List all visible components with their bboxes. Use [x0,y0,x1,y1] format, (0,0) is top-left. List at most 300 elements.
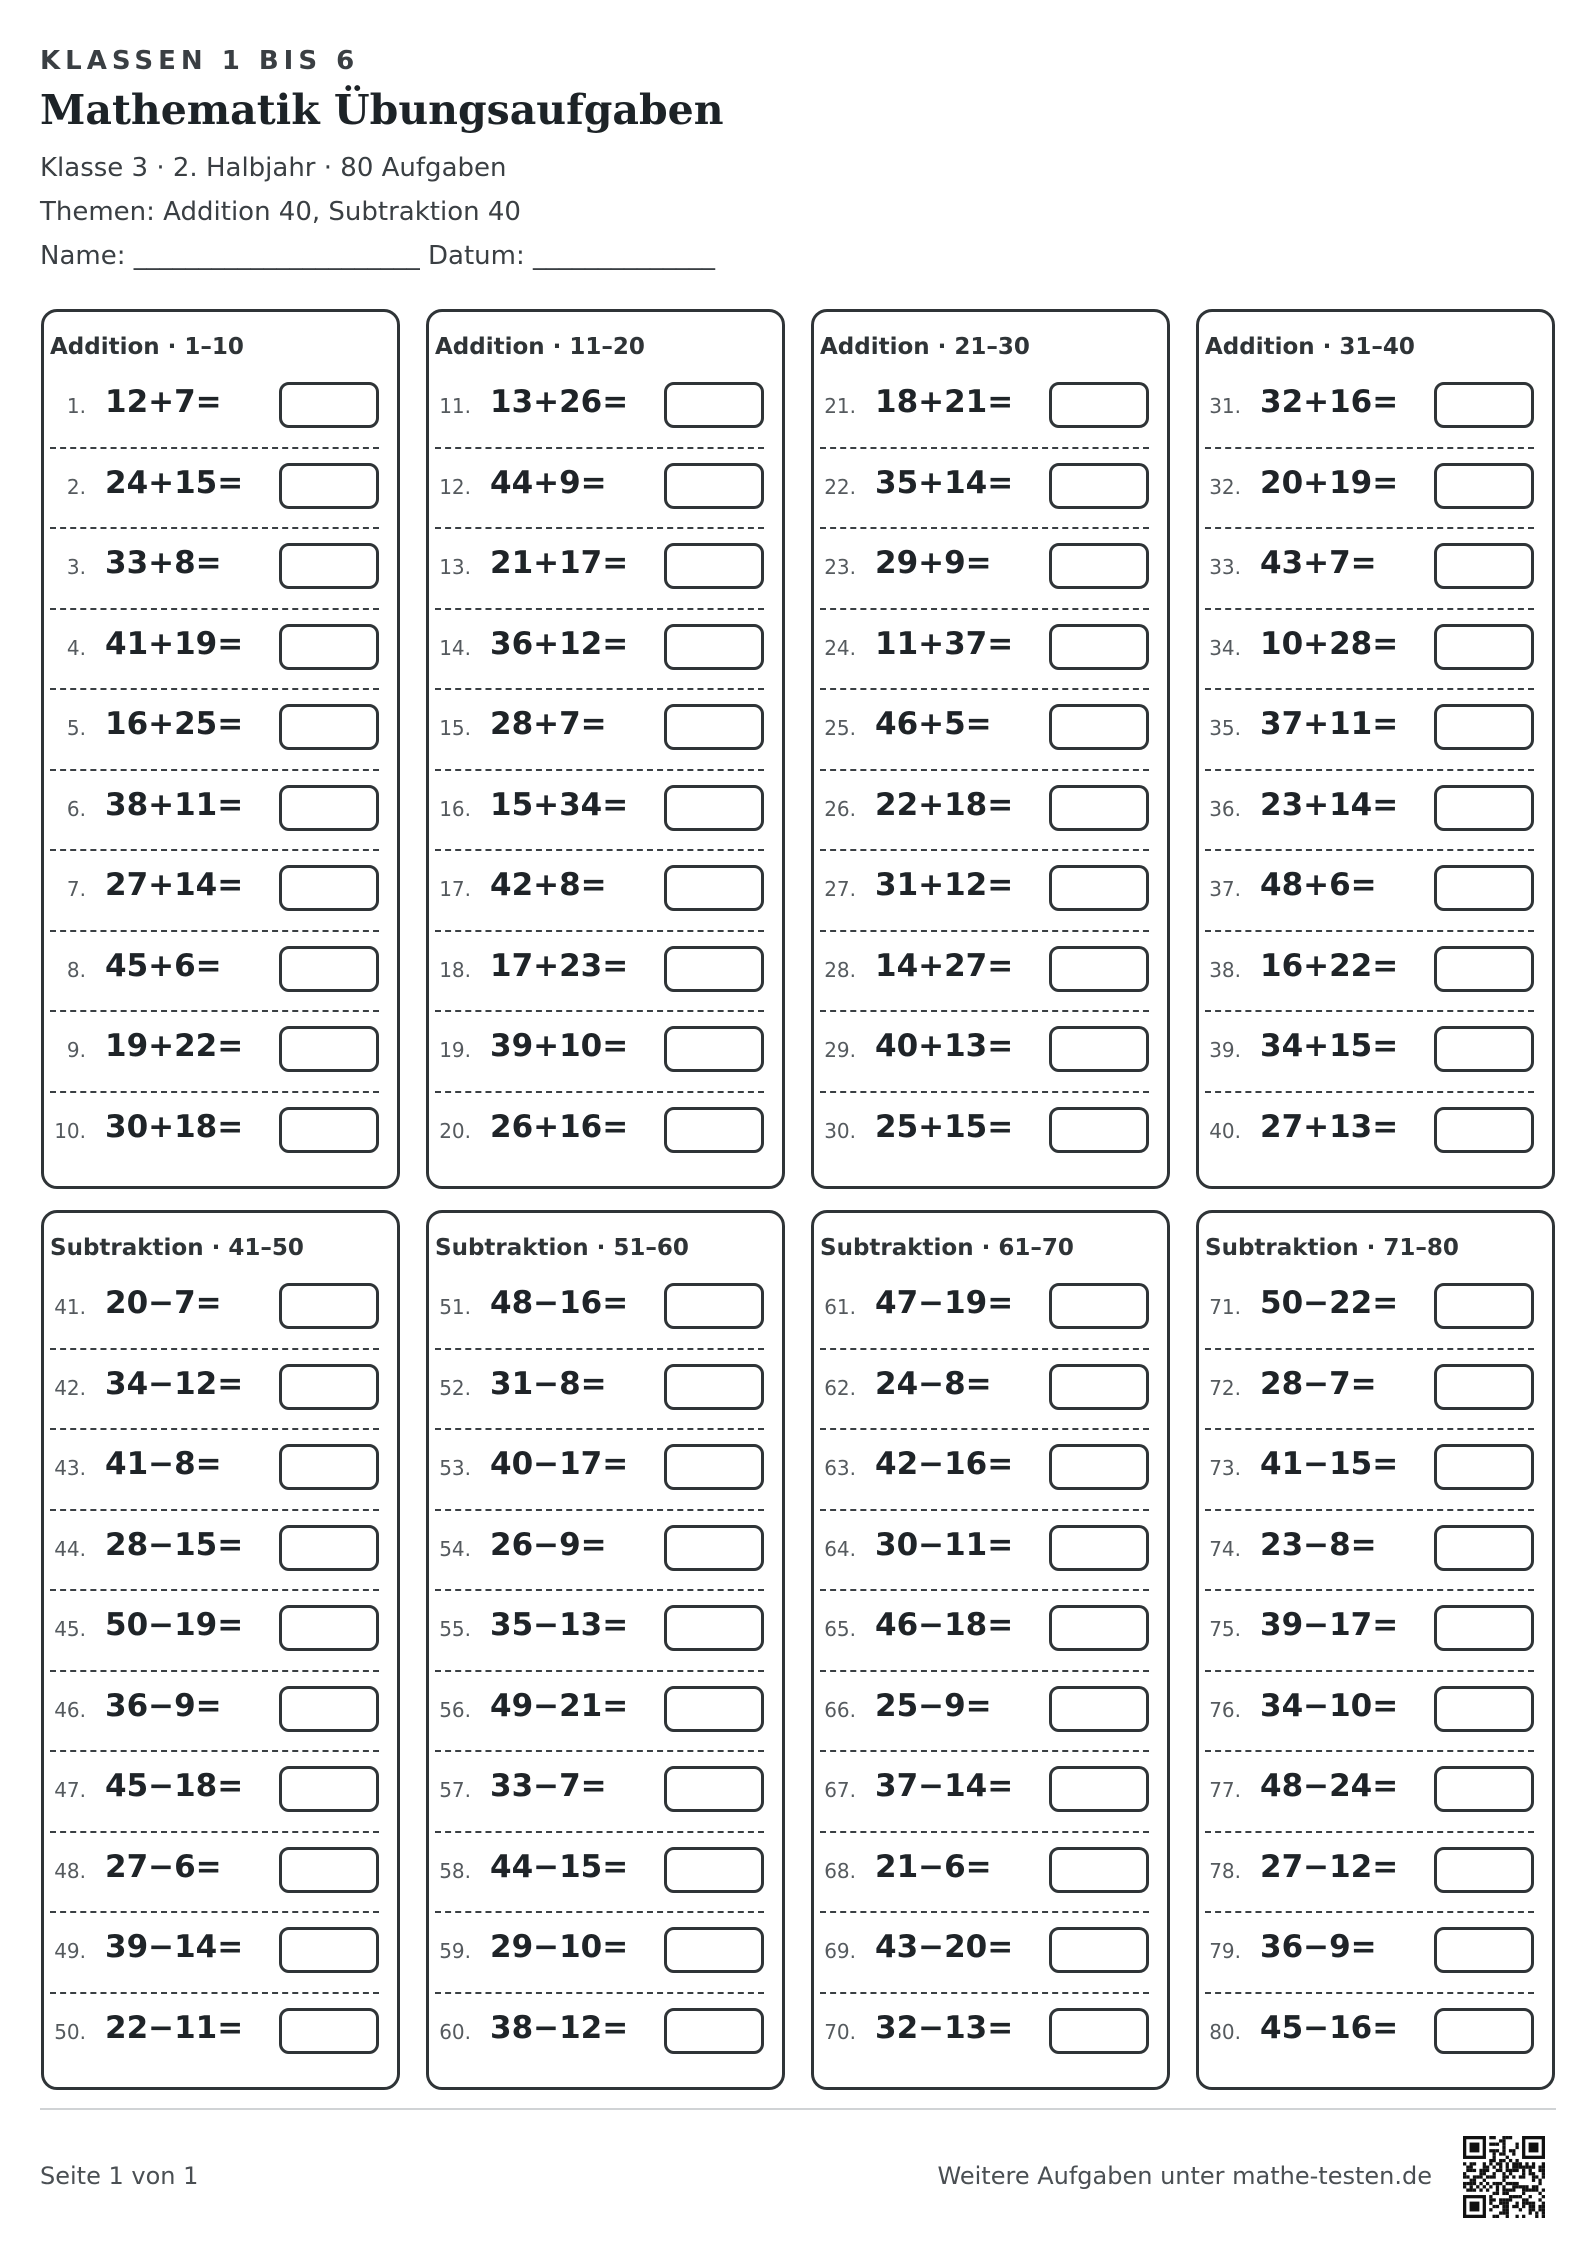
answer-box[interactable] [279,1444,379,1490]
problem-expression: 39−14= [105,1929,244,1965]
problem-number: 67. [824,1778,856,1802]
answer-box[interactable] [1049,382,1149,428]
problem-expression: 11+37= [875,625,1014,662]
problem-row [1205,1752,1534,1833]
problem-expression: 21+17= [490,545,629,581]
problem-row [50,1591,379,1672]
problem-number: 68. [824,1858,856,1883]
answer-box[interactable] [1434,1686,1534,1732]
problem-number: 35. [1209,716,1241,740]
problem-number: 32. [1209,474,1241,499]
answer-box[interactable] [279,1107,379,1153]
problem-expression: 22+18= [875,786,1014,823]
answer-box[interactable] [1434,704,1534,750]
answer-box[interactable] [279,946,379,992]
answer-box[interactable] [1049,1766,1149,1812]
answer-box[interactable] [1049,2008,1149,2054]
problem-expression: 30−11= [875,1526,1014,1563]
answer-box[interactable] [279,624,379,670]
problem-number: 69. [824,1939,856,1963]
problem-expression: 48+6= [1260,867,1377,903]
page-number: Seite 1 von 1 [40,2162,199,2190]
answer-box[interactable] [1049,1364,1149,1410]
problem-number: 52. [439,1375,471,1400]
problem-number: 21. [824,394,856,418]
problem-expression: 13+26= [490,384,629,420]
answer-box[interactable] [1049,1283,1149,1329]
problem-number: 59. [439,1939,471,1963]
problem-row [820,1350,1149,1431]
answer-box[interactable] [1434,1444,1534,1490]
problem-row [820,1093,1149,1172]
problem-expression: 33+8= [105,545,222,581]
answer-box[interactable] [664,1927,764,1973]
answer-box[interactable] [279,1525,379,1571]
answer-box[interactable] [279,785,379,831]
answer-box[interactable] [664,463,764,509]
answer-box[interactable] [1049,624,1149,670]
problem-row [435,1269,764,1350]
problem-row [50,1672,379,1753]
problem-number: 66. [824,1697,856,1722]
problem-expression: 24−8= [875,1365,992,1402]
problem-row [50,1269,379,1350]
problem-expression: 27+14= [105,867,244,903]
answer-box[interactable] [1049,463,1149,509]
card-title: Subtraktion · 41–50 [50,1235,304,1261]
problem-number: 49. [54,1939,86,1963]
problem-number: 54. [439,1536,471,1561]
problem-number: 75. [1209,1617,1241,1641]
answer-box[interactable] [279,1364,379,1410]
problem-row [1205,1994,1534,2073]
problem-row [435,529,764,610]
problem-expression: 26+16= [490,1108,629,1145]
answer-box[interactable] [664,1686,764,1732]
problem-row [435,368,764,449]
card-title: Subtraktion · 61–70 [820,1235,1074,1261]
answer-box[interactable] [279,1283,379,1329]
answer-box[interactable] [664,1026,764,1072]
problem-row [50,449,379,530]
problem-number: 29. [824,1038,856,1062]
problem-expression: 21−6= [875,1848,992,1885]
problem-number: 34. [1209,635,1241,660]
problem-number: 7. [66,877,86,901]
problem-number: 43. [54,1456,86,1480]
problem-number: 42. [54,1375,86,1400]
footer-divider [40,2108,1556,2110]
problem-card [1196,1210,1555,2090]
answer-box[interactable] [279,2008,379,2054]
problem-row [50,610,379,691]
problem-number: 77. [1209,1778,1241,1802]
problem-expression: 20+19= [1260,464,1399,501]
answer-box[interactable] [279,704,379,750]
problem-row [50,1012,379,1093]
problem-row [50,1752,379,1833]
problem-row [1205,1913,1534,1994]
problem-number: 55. [439,1617,471,1641]
problem-row [435,851,764,932]
answer-box[interactable] [664,1283,764,1329]
problem-expression: 10+28= [1260,625,1399,662]
problem-number: 33. [1209,555,1241,579]
problem-expression: 30+18= [105,1108,244,1145]
problem-expression: 45−18= [105,1768,244,1804]
problem-row [1205,1093,1534,1172]
problem-number: 44. [54,1536,86,1561]
problem-number: 41. [54,1295,86,1319]
answer-box[interactable] [279,463,379,509]
problem-expression: 16+22= [1260,947,1399,984]
answer-box[interactable] [1434,2008,1534,2054]
problem-number: 47. [54,1778,86,1802]
answer-box[interactable] [1434,946,1534,992]
problem-number: 56. [439,1697,471,1722]
problem-number: 71. [1209,1295,1241,1319]
problem-expression: 33−7= [490,1768,607,1804]
problem-number: 11. [439,394,471,418]
problem-expression: 39+10= [490,1028,629,1064]
problem-expression: 28−15= [105,1526,244,1563]
problem-expression: 40+13= [875,1028,1014,1064]
problem-row [820,1511,1149,1592]
answer-box[interactable] [664,785,764,831]
answer-box[interactable] [664,704,764,750]
problem-card [811,1210,1170,2090]
problem-row [820,771,1149,852]
problem-expression: 38−12= [490,2009,629,2046]
problem-number: 79. [1209,1939,1241,1963]
problem-row [820,1752,1149,1833]
answer-box[interactable] [1434,1364,1534,1410]
problem-row [435,1994,764,2073]
problem-number: 50. [54,2019,86,2044]
answer-box[interactable] [1049,865,1149,911]
problem-row [1205,1833,1534,1914]
problem-expression: 38+11= [105,786,244,823]
problem-row [435,690,764,771]
answer-box[interactable] [1049,704,1149,750]
answer-box[interactable] [664,382,764,428]
problem-expression: 32+16= [1260,384,1399,420]
problem-card [41,309,400,1189]
problem-expression: 50−19= [105,1607,244,1643]
topics-line: Themen: Addition 40, Subtraktion 40 [40,197,521,227]
answer-box[interactable] [1434,1107,1534,1153]
problem-row [820,529,1149,610]
problem-number: 4. [66,635,86,660]
problem-expression: 36−9= [105,1687,222,1724]
problem-row [1205,1012,1534,1093]
problem-number: 74. [1209,1536,1241,1561]
problem-number: 20. [439,1118,471,1143]
answer-box[interactable] [664,1847,764,1893]
problem-row [1205,529,1534,610]
problem-number: 24. [824,635,856,660]
problem-row [820,1833,1149,1914]
problem-expression: 25−9= [875,1687,992,1724]
answer-box[interactable] [1434,624,1534,670]
problem-expression: 18+21= [875,384,1014,420]
card-title: Subtraktion · 51–60 [435,1235,689,1261]
problem-number: 25. [824,716,856,740]
problem-expression: 41+19= [105,625,244,662]
problem-number: 39. [1209,1038,1241,1062]
problem-row [1205,1430,1534,1511]
problem-number: 48. [54,1858,86,1883]
answer-box[interactable] [279,1927,379,1973]
problem-row [435,1511,764,1592]
problem-row [820,1269,1149,1350]
problem-expression: 16+25= [105,706,244,742]
problem-number: 37. [1209,877,1241,901]
problem-expression: 23−8= [1260,1526,1377,1563]
answer-box[interactable] [664,1605,764,1651]
problem-row [1205,932,1534,1013]
problem-expression: 31+12= [875,867,1014,903]
problem-row [435,1913,764,1994]
problem-expression: 37−14= [875,1768,1014,1804]
problem-row [820,1012,1149,1093]
problem-number: 36. [1209,796,1241,821]
problem-expression: 44−15= [490,1848,629,1885]
problem-row [1205,368,1534,449]
problem-expression: 27−6= [105,1848,222,1885]
problem-expression: 45−16= [1260,2009,1399,2046]
problem-expression: 48−16= [490,1285,629,1321]
problem-expression: 37+11= [1260,706,1399,742]
answer-box[interactable] [1434,463,1534,509]
answer-box[interactable] [664,1525,764,1571]
problem-expression: 19+22= [105,1028,244,1064]
answer-box[interactable] [664,1107,764,1153]
problem-row [1205,690,1534,771]
problem-number: 15. [439,716,471,740]
problem-number: 16. [439,796,471,821]
problem-expression: 32−13= [875,2009,1014,2046]
problem-row [820,1430,1149,1511]
answer-box[interactable] [1434,865,1534,911]
problem-row [820,368,1149,449]
answer-box[interactable] [279,1026,379,1072]
problem-expression: 41−15= [1260,1446,1399,1482]
problem-row [1205,1672,1534,1753]
answer-box[interactable] [1434,1283,1534,1329]
answer-box[interactable] [1049,1026,1149,1072]
problem-number: 76. [1209,1697,1241,1722]
answer-box[interactable] [279,382,379,428]
problem-number: 63. [824,1456,856,1480]
answer-box[interactable] [1434,1525,1534,1571]
problem-row [50,529,379,610]
answer-box[interactable] [1434,785,1534,831]
problem-number: 18. [439,957,471,982]
problem-number: 72. [1209,1375,1241,1400]
answer-box[interactable] [1049,1927,1149,1973]
problem-expression: 44+9= [490,464,607,501]
problem-row [435,1591,764,1672]
problem-row [1205,851,1534,932]
problem-expression: 23+14= [1260,786,1399,823]
problem-row [435,449,764,530]
problem-expression: 14+27= [875,947,1014,984]
problem-number: 65. [824,1617,856,1641]
answer-box[interactable] [664,543,764,589]
problem-card [41,1210,400,2090]
answer-box[interactable] [1434,1026,1534,1072]
problem-expression: 47−19= [875,1285,1014,1321]
problem-row [435,1093,764,1172]
problem-expression: 15+34= [490,786,629,823]
problem-card [811,309,1170,1189]
answer-box[interactable] [279,1605,379,1651]
problem-row [435,1430,764,1511]
problem-number: 17. [439,877,471,901]
problem-row [50,1913,379,1994]
problem-expression: 29+9= [875,545,992,581]
problem-expression: 40−17= [490,1446,629,1482]
answer-box[interactable] [1049,543,1149,589]
answer-box[interactable] [1434,1605,1534,1651]
problem-number: 14. [439,635,471,660]
problem-card [1196,309,1555,1189]
answer-box[interactable] [1049,1686,1149,1732]
problem-row [820,1994,1149,2073]
answer-box[interactable] [664,1364,764,1410]
problem-number: 3. [66,555,86,579]
website-link[interactable]: Weitere Aufgaben unter mathe-testen.de [937,2162,1432,2190]
problem-row [435,1012,764,1093]
problem-row [50,1511,379,1592]
problem-number: 46. [54,1697,86,1722]
problem-row [50,1833,379,1914]
problem-expression: 20−7= [105,1285,222,1321]
name-date-line: Name: ______________________ Datum: ______________ [40,241,715,271]
answer-box[interactable] [279,1686,379,1732]
problem-expression: 34+15= [1260,1028,1399,1064]
problem-number: 22. [824,474,856,499]
problem-number: 40. [1209,1118,1241,1143]
problem-number: 78. [1209,1858,1241,1883]
subtitle: Klasse 3 · 2. Halbjahr · 80 Aufgaben [40,153,507,183]
problem-number: 73. [1209,1456,1241,1480]
problem-card [426,309,785,1189]
answer-box[interactable] [1049,1525,1149,1571]
problem-expression: 46−18= [875,1607,1014,1643]
problem-number: 27. [824,877,856,901]
problem-row [435,1672,764,1753]
problem-number: 38. [1209,957,1241,982]
problem-expression: 42+8= [490,867,607,903]
problem-row [50,1994,379,2073]
eyebrow-label: KLASSEN 1 BIS 6 [40,46,360,76]
answer-box[interactable] [664,1444,764,1490]
problem-row [820,851,1149,932]
problem-row [820,1672,1149,1753]
answer-box[interactable] [664,2008,764,2054]
problem-expression: 27+13= [1260,1108,1399,1145]
problem-row [1205,449,1534,530]
problem-number: 61. [824,1295,856,1319]
answer-box[interactable] [279,865,379,911]
answer-box[interactable] [1434,1847,1534,1893]
answer-box[interactable] [664,624,764,670]
problem-number: 51. [439,1295,471,1319]
answer-box[interactable] [664,865,764,911]
problem-expression: 36+12= [490,625,629,662]
problem-expression: 36−9= [1260,1929,1377,1965]
problem-expression: 48−24= [1260,1768,1399,1804]
problem-expression: 41−8= [105,1446,222,1482]
answer-box[interactable] [1049,1847,1149,1893]
answer-box[interactable] [1434,543,1534,589]
answer-box[interactable] [1049,1444,1149,1490]
problem-row [820,932,1149,1013]
problem-expression: 28+7= [490,706,607,742]
problem-row [50,1430,379,1511]
problem-expression: 27−12= [1260,1848,1399,1885]
problem-number: 45. [54,1617,86,1641]
answer-box[interactable] [1434,382,1534,428]
card-title: Addition · 11–20 [435,334,645,360]
qr-code-icon [1463,2136,1545,2218]
answer-box[interactable] [664,1766,764,1812]
problem-number: 2. [66,474,86,499]
problem-row [1205,1350,1534,1431]
answer-box[interactable] [1434,1766,1534,1812]
problem-number: 70. [824,2019,856,2044]
problem-row [435,610,764,691]
card-title: Subtraktion · 71–80 [1205,1235,1459,1261]
problem-number: 80. [1209,2019,1241,2044]
problem-expression: 12+7= [105,384,222,420]
answer-box[interactable] [279,1766,379,1812]
problem-number: 26. [824,796,856,821]
problem-number: 12. [439,474,471,499]
problem-row [820,690,1149,771]
problem-number: 62. [824,1375,856,1400]
problem-number: 64. [824,1536,856,1561]
answer-box[interactable] [279,1847,379,1893]
answer-box[interactable] [279,543,379,589]
problem-row [820,1591,1149,1672]
problem-expression: 46+5= [875,706,992,742]
problem-number: 30. [824,1118,856,1143]
card-title: Addition · 21–30 [820,334,1030,360]
answer-box[interactable] [1049,1107,1149,1153]
problem-card [426,1210,785,2090]
problem-number: 53. [439,1456,471,1480]
problem-expression: 39−17= [1260,1607,1399,1643]
problem-row [820,610,1149,691]
problem-expression: 49−21= [490,1687,629,1724]
problem-expression: 34−10= [1260,1687,1399,1724]
answer-box[interactable] [1049,946,1149,992]
answer-box[interactable] [1049,1605,1149,1651]
answer-box[interactable] [1434,1927,1534,1973]
problem-row [50,932,379,1013]
problem-expression: 45+6= [105,947,222,984]
problem-row [50,1350,379,1431]
problem-number: 57. [439,1778,471,1802]
problem-row [435,1833,764,1914]
answer-box[interactable] [1049,785,1149,831]
problem-row [1205,610,1534,691]
problem-number: 60. [439,2019,471,2044]
answer-box[interactable] [664,946,764,992]
